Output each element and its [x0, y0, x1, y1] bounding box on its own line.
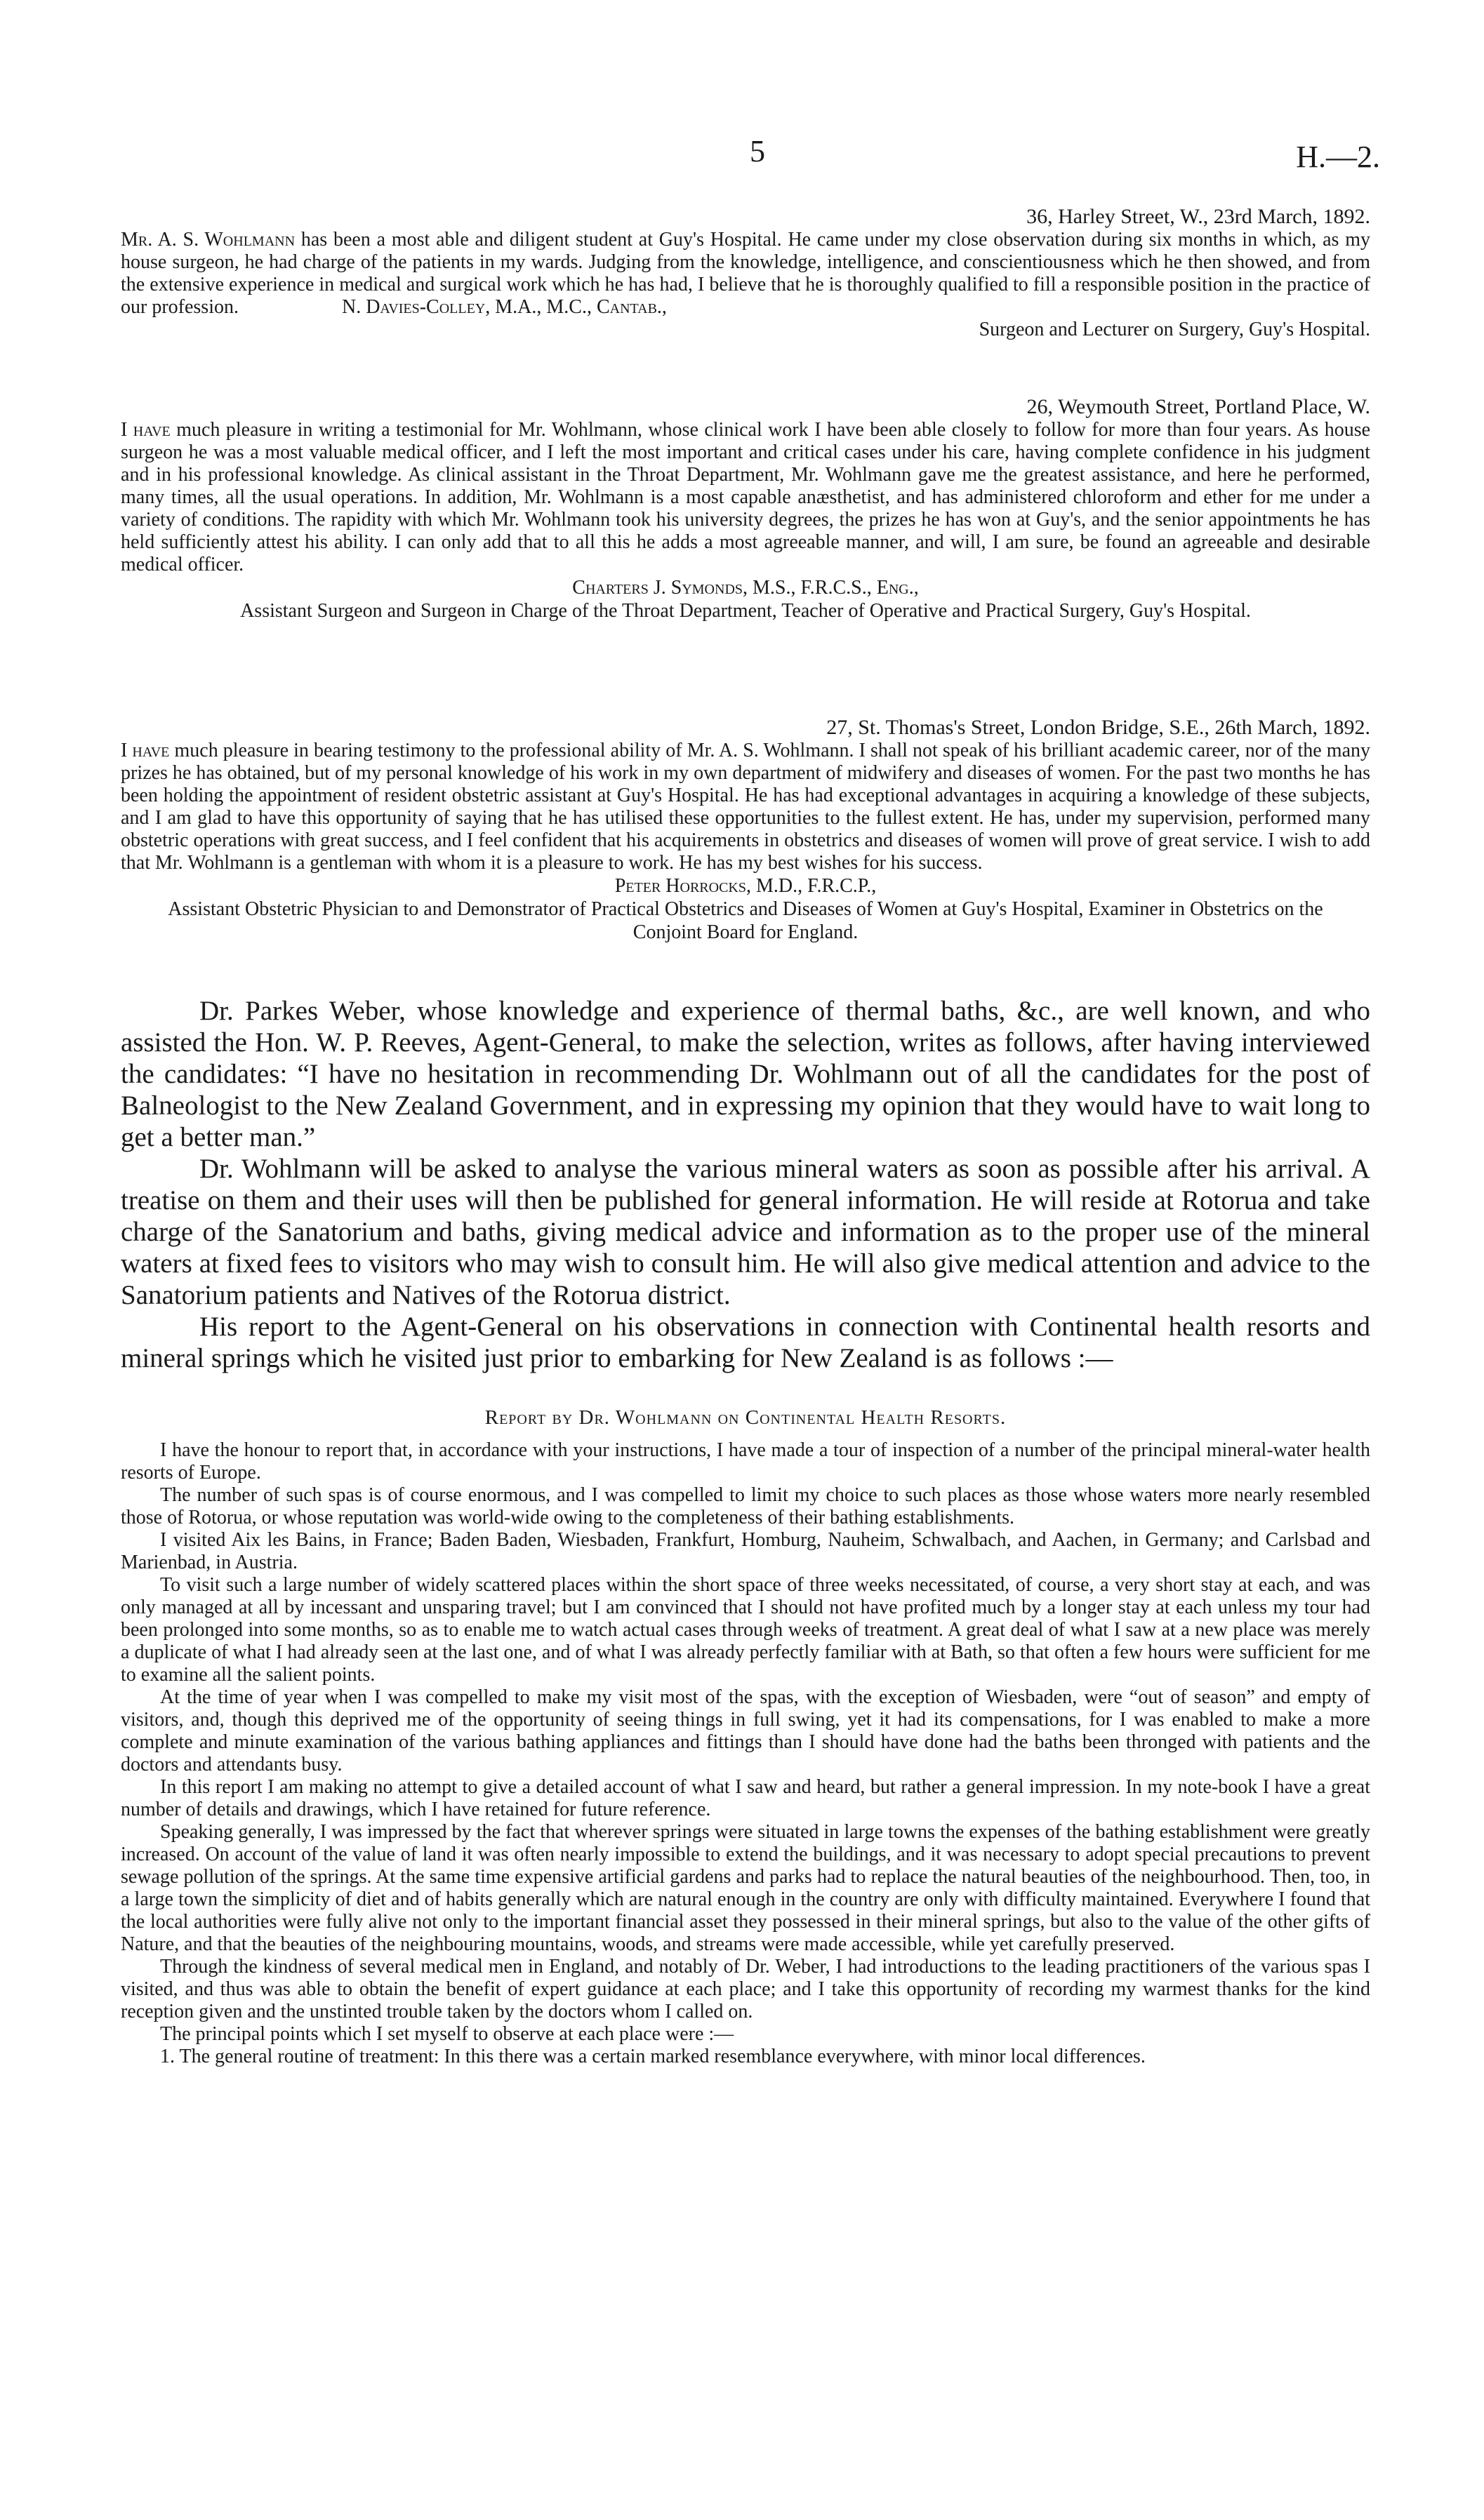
- letter-body: [121, 229, 1370, 319]
- report-paragraph: 1. The general routine of treatment: In this there was a certain marked resemblance everywhere, with minor local differences.: [160, 2046, 1146, 2067]
- letter-title: Assistant Surgeon and Surgeon in Charge of the Throat Department, Teacher of Operative and Practical Surgery, Guy's Hospital.: [240, 600, 1251, 622]
- main-narrative: [121, 995, 1370, 1374]
- report-paragraph: Speaking generally, I was impressed by the fact that wherever springs were situated in large towns the expenses of the bathing establishment were greatly increased. On account of the value of land it was often nearly impossible to extend the buildings, and it was necessary to adopt special precautions to prevent sewage pollution of the springs. At the same time expensive artificial gardens and parks had to replace the natural beauties of the neighbourhood. Then, too, in a large town the simplicity of diet and of habits generally which are natural enough in the country are only with difficulty maintained. Everywhere I found that the local authorities were fully alive not only to the important financial asset they possessed in their mineral springs, but also to the value of the other gifts of Nature, and that the beauties of the neighbouring mountains, woods, and streams were made accessible, while yet carefully preserved.: [121, 1821, 1370, 1955]
- paragraph-weber: Dr. Parkes Weber, whose knowledge and experience of thermal baths, &c., are well known, and who assisted the Hon. W. P. Reeves, Agent-General, to make the selection, writes as follows, after having interviewed the candidates: “I have no hesitation in recommending Dr. Wohlmann out of all the candidates for the post of Balneologist to the New Zealand Government, and in expressing my opinion that they would have to wait long to get a better man.”: [121, 996, 1370, 1152]
- letter-body: [121, 419, 1370, 576]
- page-number: 5: [750, 134, 765, 168]
- letter-text: much pleasure in bearing testimony to the professional ability of Mr. A. S. Wohlmann. I shall not speak of his brilliant academic career, nor of the many prizes he has obtained, but of my personal knowledge of his work in my own department of midwifery and diseases of women. For the past two months he has been holding the appointment of resident obstetric assistant at Guy's Hospital. He has had exceptional advantages in acquiring a knowledge of these subjects, and I am glad to have this opportunity of saying that he has utilised these opportunities to the fullest extent. He has, under my supervision, performed many obstetric operations with great success, and I feel confident that his acquirements in obstetrics and diseases of women will prove of great service. I wish to add that Mr. Wohlmann is a gentleman with whom it is a pleasure to work. He has my best wishes for his success.: [121, 740, 1371, 874]
- report-paragraph: I have the honour to report that, in accordance with your instructions, I have made a tour of inspection of a number of the principal mineral-water health resorts of Europe.: [121, 1439, 1370, 1484]
- report-paragraph: I visited Aix les Bains, in France; Baden Baden, Wiesbaden, Frankfurt, Homburg, Nauheim, Schwalbach, and Aachen, in Germany; and Carlsbad and Marienbad, in Austria.: [121, 1529, 1370, 1573]
- letter-address: 27, St. Thomas's Street, London Bridge, S.E., 26th March, 1892.: [826, 716, 1370, 739]
- report-paragraph: The principal points which I set myself to observe at each place were :—: [160, 2023, 734, 2045]
- report-paragraph: The number of such spas is of course enormous, and I was compelled to limit my choice to such places as those whose waters more nearly resembled those of Rotorua, or whose reputation was world-wide owing to the completeness of their bathing establishments.: [121, 1484, 1370, 1528]
- report-paragraph: In this report I am making no attempt to give a detailed account of what I saw and heard, but rather a general impression. In my note-book I have a great number of details and drawings, which I have retained for future reference.: [121, 1776, 1370, 1820]
- report-paragraph: Through the kindness of several medical men in England, and notably of Dr. Weber, I had introductions to the leading practitioners of the various spas I visited, and thus was able to obtain the benefit of expert guidance at each place; and I take this opportunity of recording my warmest thanks for the kind reception given and the unstinted trouble taken by the doctors whom I called on.: [121, 1956, 1370, 2022]
- letter-signatory: N. Davies-Colley, M.A., M.C., Cantab.,: [341, 296, 667, 318]
- letter-lead: I have: [121, 740, 170, 761]
- testimonial-davies-colley: [121, 205, 1370, 341]
- letter-address: 26, Weymouth Street, Portland Place, W.: [1026, 395, 1370, 418]
- letter-text: much pleasure in writing a testimonial for Mr. Wohlmann, whose clinical work I have been able closely to follow for more than four years. As house surgeon he was a most valuable medical officer, and I left the most important and critical cases under his care, having complete confidence in his judgment and in his professional knowledge. As clinical assistant in the Throat Department, Mr. Wohlmann gave me the greatest assistance, and here he performed, many times, all the usual operations. In addition, Mr. Wohlmann is a most capable anæsthetist, and has administered chloroform and ether for me under a variety of conditions. The rapidity with which Mr. Wohlmann took his university degrees, the prizes he has won at Guy's, and the senior appointments he has held sufficiently attest his ability. I can only add that to all this he adds a most agreeable manner, and will, I am sure, be found an agreeable and desirable medical officer.: [121, 419, 1371, 575]
- letter-address: 36, Harley Street, W., 23rd March, 1892.: [1026, 205, 1370, 228]
- document-reference: H.—2.: [1296, 140, 1380, 174]
- report-paragraph: To visit such a large number of widely scattered places within the short space of three weeks necessitated, of course, a very short stay at each, and was only managed at all by incessant and unsparing travel; but I am convinced that I should not have profited much by a longer stay at each unless my tour had been prolonged into some months, so as to enable me to watch actual cases through weeks of treatment. A great deal of what I saw at a new place was merely a duplicate of what I had already seen at the last one, and of what I was already perfectly familiar with at Bath, so that often a few hours were sufficient for me to examine all the salient points.: [121, 1574, 1370, 1686]
- report-paragraph: At the time of year when I was compelled to make my visit most of the spas, with the exception of Wiesbaden, were “out of season” and empty of visitors, and, though this deprived me of the opportunity of seeing things in full swing, yet it had its compensations, for I was enabled to make a more complete and minute examination of the various bathing appliances and fittings than I should have done had the baths been thronged with patients and the doctors and attendants busy.: [121, 1686, 1370, 1775]
- letter-body: [121, 740, 1370, 874]
- report-heading: Report by Dr. Wohlmann on Continental Health Resorts.: [484, 1406, 1007, 1429]
- testimonial-symonds: [121, 395, 1370, 622]
- letter-lead: Mr. A. S. Wohlmann: [121, 229, 296, 251]
- letter-lead: I have: [121, 419, 171, 441]
- letter-title: Assistant Obstetric Physician to and Demonstrator of Practical Obstetrics and Diseases of Women at Guy's Hospital, Examiner in Obstetrics on the Conjoint Board for England.: [168, 898, 1323, 943]
- testimonial-horrocks: [121, 716, 1370, 944]
- letter-text: has been a most able and diligent student at Guy's Hospital. He came under my close observation during six months in which, as my house surgeon, he had charge of the patients in my wards. Judging from the knowledge, intelligence, and conscientiousness which he then showed, and from the extensive experience in medical and surgical work which he has had, I believe that he is thoroughly qualified to fill a responsible position in the practice of our profession.: [121, 229, 1371, 318]
- letter-title: Surgeon and Lecturer on Surgery, Guy's Hospital.: [979, 319, 1370, 340]
- report-section: [121, 1406, 1370, 2068]
- letter-signatory: Charters J. Symonds, M.S., F.R.C.S., Eng.,: [572, 577, 919, 599]
- paragraph-wohlmann-duties: Dr. Wohlmann will be asked to analyse the various mineral waters as soon as possible after his arrival. A treatise on them and their uses will then be published for general information. He will reside at Rotorua and take charge of the Sanatorium and baths, giving medical advice and information as to the proper use of the mineral waters at fixed fees to visitors who may wish to consult him. He will also give medical attention and advice to the Sanatorium patients and Natives of the Rotorua district.: [121, 1154, 1370, 1310]
- letter-signatory: Peter Horrocks, M.D., F.R.C.P.,: [614, 875, 877, 897]
- paragraph-report-intro: His report to the Agent-General on his observations in connection with Continental health resorts and mineral springs which he visited just prior to embarking for New Zealand is as follows :—: [121, 1312, 1370, 1373]
